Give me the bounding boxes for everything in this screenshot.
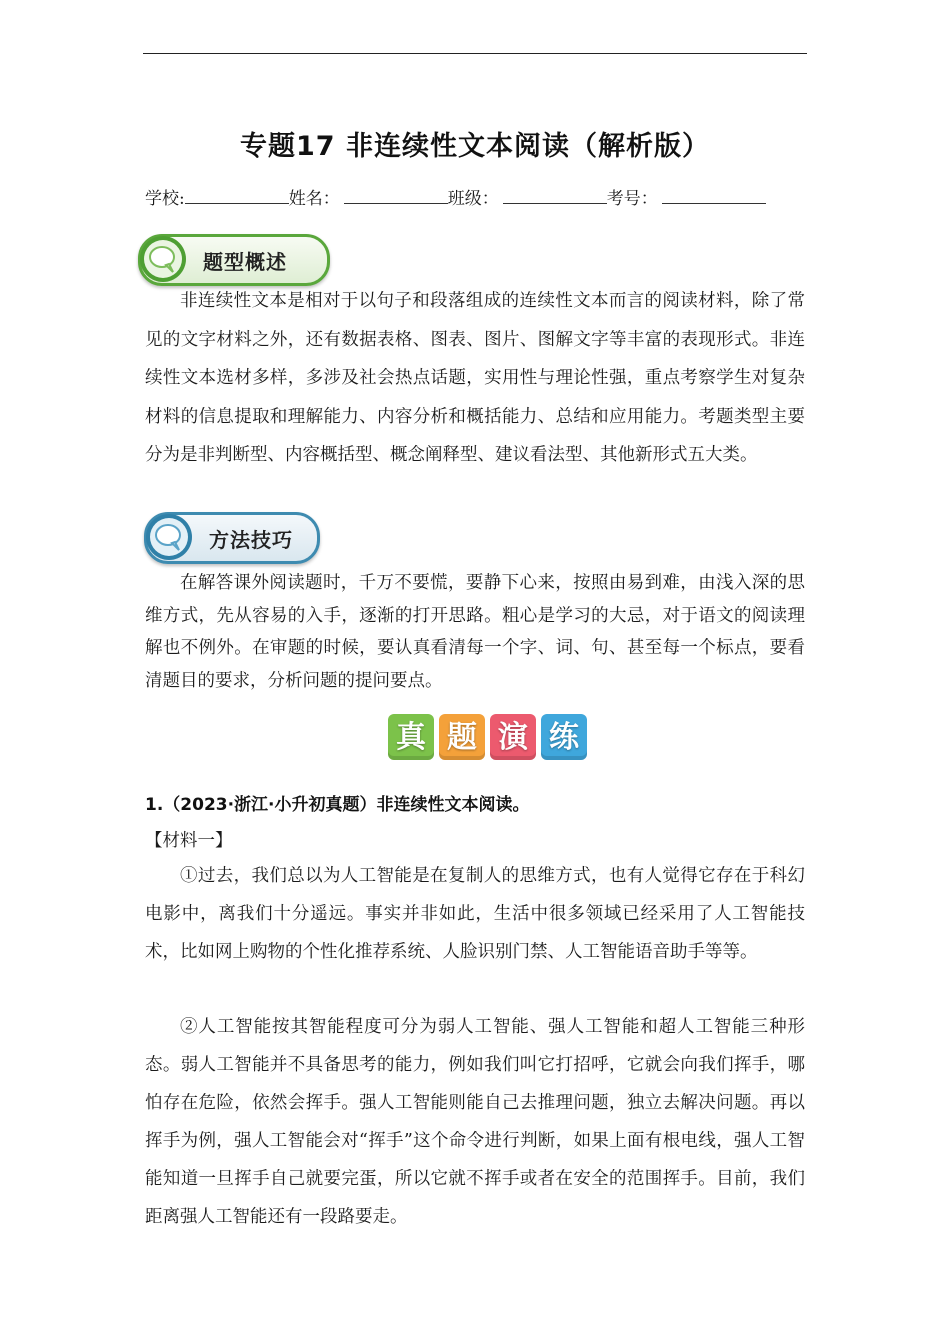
section-badge-overview: [138, 234, 330, 286]
school-blank[interactable]: [185, 185, 289, 204]
name-blank[interactable]: [344, 185, 448, 204]
overview-paragraph: 非连续性文本是相对于以句子和段落组成的连续性文本而言的阅读材料，除了常见的文字材料之外，还有数据表格、图表、图片、图解文字等丰富的表现形式。非连续性文本选材多样，多涉及社会热点话题，实用性与理论性强，重点考察学生对复杂材料的信息提取和理解能力、内容分析和概括能力、总结和应用能力。考题类型主要分为是非判断型、内容概括型、概念阐释型、建议看法型、其他新形式五大类。: [145, 291, 805, 466]
badge-label: 题型概述: [203, 250, 287, 274]
school-label: 学校:: [145, 189, 185, 209]
badge-label: 方法技巧: [209, 528, 293, 552]
material-paragraph: ①过去，我们总以为人工智能是在复制人的思维方式，也有人觉得它存在于科幻电影中，离我们十分遥远。事实并非如此，生活中很多领域已经采用了人工智能技术，比如网上购物的个性化推荐系统、人脸识别门禁、人工智能语音助手等等。: [145, 866, 805, 962]
class-blank[interactable]: [503, 185, 607, 204]
question-title: 1.（2023·浙江·小升初真题）非连续性文本阅读。: [145, 795, 530, 815]
exam-number-blank[interactable]: [662, 185, 766, 204]
exam-number-label: 考号：: [606, 189, 658, 209]
methods-paragraph: 在解答课外阅读题时，千万不要慌，要静下心来，按照由易到难，由浅入深的思维方式，先从容易的入手，逐渐的打开思路。粗心是学习的大忌，对于语文的阅读理解也不例外。在审题的时候，要认真看清每一个字、词、句、甚至每一个标点，要看清题目的要求，分析问题的提问要点。: [145, 573, 805, 691]
header-rule: [143, 53, 807, 54]
name-label: 姓名：: [288, 189, 340, 209]
practice-tile: 真: [388, 714, 434, 760]
page-title: 专题17 非连续性文本阅读（解析版）: [240, 131, 710, 162]
class-label: 班级：: [447, 189, 499, 209]
speech-bubble-icon: [145, 513, 193, 561]
student-info-line: [145, 184, 805, 210]
practice-tile: 练: [541, 714, 587, 760]
speech-bubble-icon: [139, 235, 187, 283]
section-badge-methods: [144, 512, 320, 564]
practice-tile: 演: [490, 714, 536, 760]
material-label: 【材料一】: [145, 831, 233, 851]
practice-tile: 题: [439, 714, 485, 760]
practice-banner: [388, 714, 588, 760]
material-paragraph: ②人工智能按其智能程度可分为弱人工智能、强人工智能和超人工智能三种形态。弱人工智能并不具备思考的能力，例如我们叫它打招呼，它就会向我们挥手，哪怕存在危险，依然会挥手。强人工智能则能自己去推理问题，独立去解决问题。再以挥手为例，强人工智能会对“挥手”这个命令进行判断，如果上面有根电线，强人工智能知道一旦挥手自己就要完蛋，所以它就不挥手或者在安全的范围挥手。目前，我们距离强人工智能还有一段路要走。: [145, 1017, 805, 1227]
